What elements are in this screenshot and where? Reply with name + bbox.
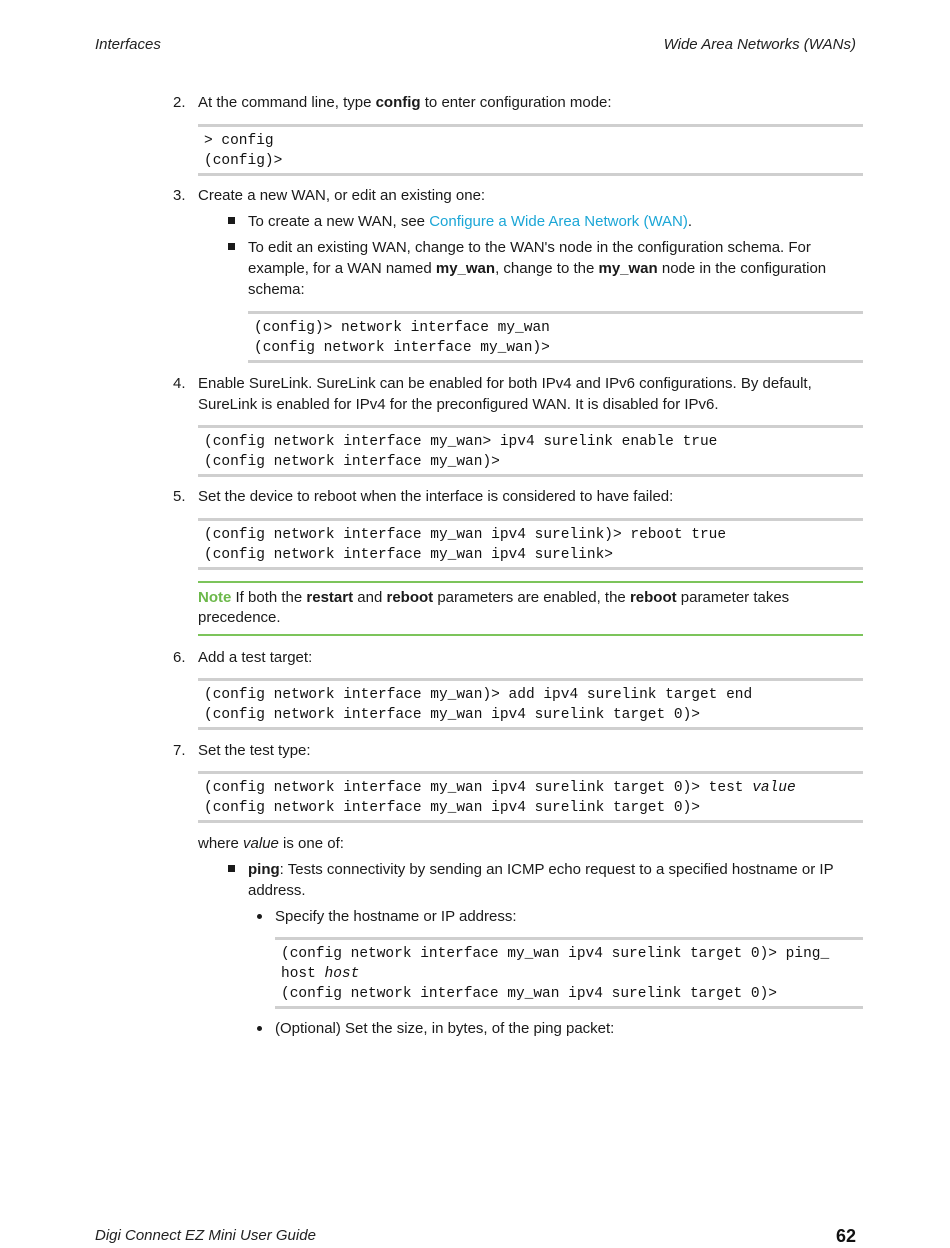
- text: , change to the: [495, 260, 599, 277]
- code-line: (config network interface my_wan)>: [254, 340, 550, 356]
- header-chapter-title: Wide Area Networks (WANs): [663, 36, 856, 53]
- text: node in the configuration: [657, 260, 827, 277]
- square-bullet-icon: [228, 243, 235, 250]
- code-block: [198, 678, 863, 730]
- placeholder-value: host: [324, 966, 360, 982]
- code-line: (config network interface my_wan ipv4 surelink target 0)> ping_: [281, 946, 830, 962]
- step-text: Add a test target:: [198, 649, 313, 666]
- text-line: address.: [248, 882, 306, 899]
- text-line: To edit an existing WAN, change to the WAN's node in the configuration schema. For: [248, 239, 811, 256]
- code-block: [198, 518, 863, 570]
- command-keyword: config: [375, 94, 421, 111]
- step-text: Set the device to reboot when the interface is considered to have failed:: [198, 488, 674, 505]
- code-line: (config network interface my_wan ipv4 surelink target 0)>: [204, 800, 700, 816]
- sub-bullet-size: (Optional) Set the size, in bytes, of the ping packet:: [275, 1020, 615, 1037]
- step-text: Create a new WAN, or edit an existing one:: [198, 187, 486, 204]
- wan-name: my_wan: [435, 260, 496, 277]
- square-bullet-icon: [228, 217, 235, 224]
- text: .: [687, 213, 693, 230]
- step-number: 4.: [173, 375, 186, 392]
- text: To create a new WAN, see: [248, 213, 430, 230]
- step-3: [173, 185, 863, 206]
- code-line: [204, 778, 863, 798]
- code-text: host: [281, 966, 325, 982]
- page-number: 62: [835, 1226, 856, 1246]
- sub-bullet-host: Specify the hostname or IP address:: [275, 908, 517, 925]
- header-section-title: Interfaces: [95, 36, 161, 53]
- note-box: [198, 581, 863, 636]
- step-text: Set the test type:: [198, 742, 311, 759]
- text: to enter configuration mode:: [420, 94, 612, 111]
- note-line: [198, 588, 863, 608]
- text: : Tests connectivity by sending an ICMP echo request to a specified hostname or IP: [279, 861, 834, 878]
- wan-name: my_wan: [598, 260, 658, 277]
- step-7: [173, 740, 863, 761]
- code-block: [248, 311, 863, 363]
- text-line: [248, 258, 863, 279]
- step-text: [198, 373, 863, 415]
- step-number: 6.: [173, 649, 186, 666]
- code-line: (config)>: [204, 153, 283, 169]
- text-line: schema:: [248, 281, 305, 298]
- code-line: [281, 964, 863, 984]
- bullet-create-wan: [248, 211, 692, 232]
- note-label: Note: [198, 589, 232, 606]
- text: and: [353, 589, 387, 606]
- parameter-name: reboot: [386, 589, 434, 606]
- option-name: ping: [248, 861, 280, 878]
- square-bullet-icon: [228, 865, 235, 872]
- code-line: (config network interface my_wan ipv4 surelink target 0)>: [204, 707, 700, 723]
- code-line: (config network interface my_wan ipv4 surelink>: [204, 547, 613, 563]
- text: example, for a WAN named: [248, 260, 436, 277]
- code-line: (config network interface my_wan> ipv4 surelink enable true: [204, 434, 718, 450]
- bullet-edit-wan: [248, 237, 863, 300]
- code-line: (config)> network interface my_wan: [254, 320, 550, 336]
- footer-guide-title: Digi Connect EZ Mini User Guide: [95, 1227, 316, 1244]
- code-block: [198, 425, 863, 477]
- text-line: [248, 859, 863, 880]
- text: If both the: [231, 589, 307, 606]
- text: At the command line, type: [198, 94, 376, 111]
- placeholder-value: value: [243, 835, 279, 852]
- placeholder-value: value: [752, 780, 796, 796]
- step-number: 3.: [173, 187, 186, 204]
- step-number: 5.: [173, 488, 186, 505]
- step-number: 2.: [173, 94, 186, 111]
- text: is one of:: [278, 835, 344, 852]
- code-line: (config network interface my_wan)>: [204, 454, 500, 470]
- bullet-ping: [248, 859, 863, 901]
- step-2: [173, 92, 863, 113]
- dot-bullet-icon: [257, 1026, 262, 1031]
- step-number: 7.: [173, 742, 186, 759]
- text-line: Enable SureLink. SureLink can be enabled for both IPv4 and IPv6 configurations. By default,: [198, 375, 812, 392]
- parameter-name: reboot: [629, 589, 677, 606]
- text: where: [198, 835, 244, 852]
- text-line: SureLink is enabled for IPv4 for the preconfigured WAN. It is disabled for IPv6.: [198, 396, 719, 413]
- dot-bullet-icon: [257, 914, 262, 919]
- configure-wan-link[interactable]: Configure a Wide Area Network (WAN): [429, 213, 688, 230]
- code-text: (config network interface my_wan ipv4 surelink target 0)> test: [204, 780, 753, 796]
- parameter-name: restart: [306, 589, 354, 606]
- step-4: [173, 373, 863, 415]
- where-text: [198, 833, 344, 854]
- step-6: [173, 647, 863, 668]
- code-line: (config network interface my_wan)> add ipv4 surelink target end: [204, 687, 753, 703]
- code-line: (config network interface my_wan ipv4 surelink)> reboot true: [204, 527, 727, 543]
- text: parameter takes: [676, 589, 790, 606]
- code-block: [198, 771, 863, 823]
- code-block: [198, 124, 863, 176]
- step-5: [173, 486, 863, 507]
- code-line: > config: [204, 133, 274, 149]
- step-text: [198, 92, 863, 113]
- code-line: (config network interface my_wan ipv4 surelink target 0)>: [281, 986, 777, 1002]
- note-line: precedence.: [198, 609, 281, 626]
- text: parameters are enabled, the: [433, 589, 630, 606]
- code-block: [275, 937, 863, 1009]
